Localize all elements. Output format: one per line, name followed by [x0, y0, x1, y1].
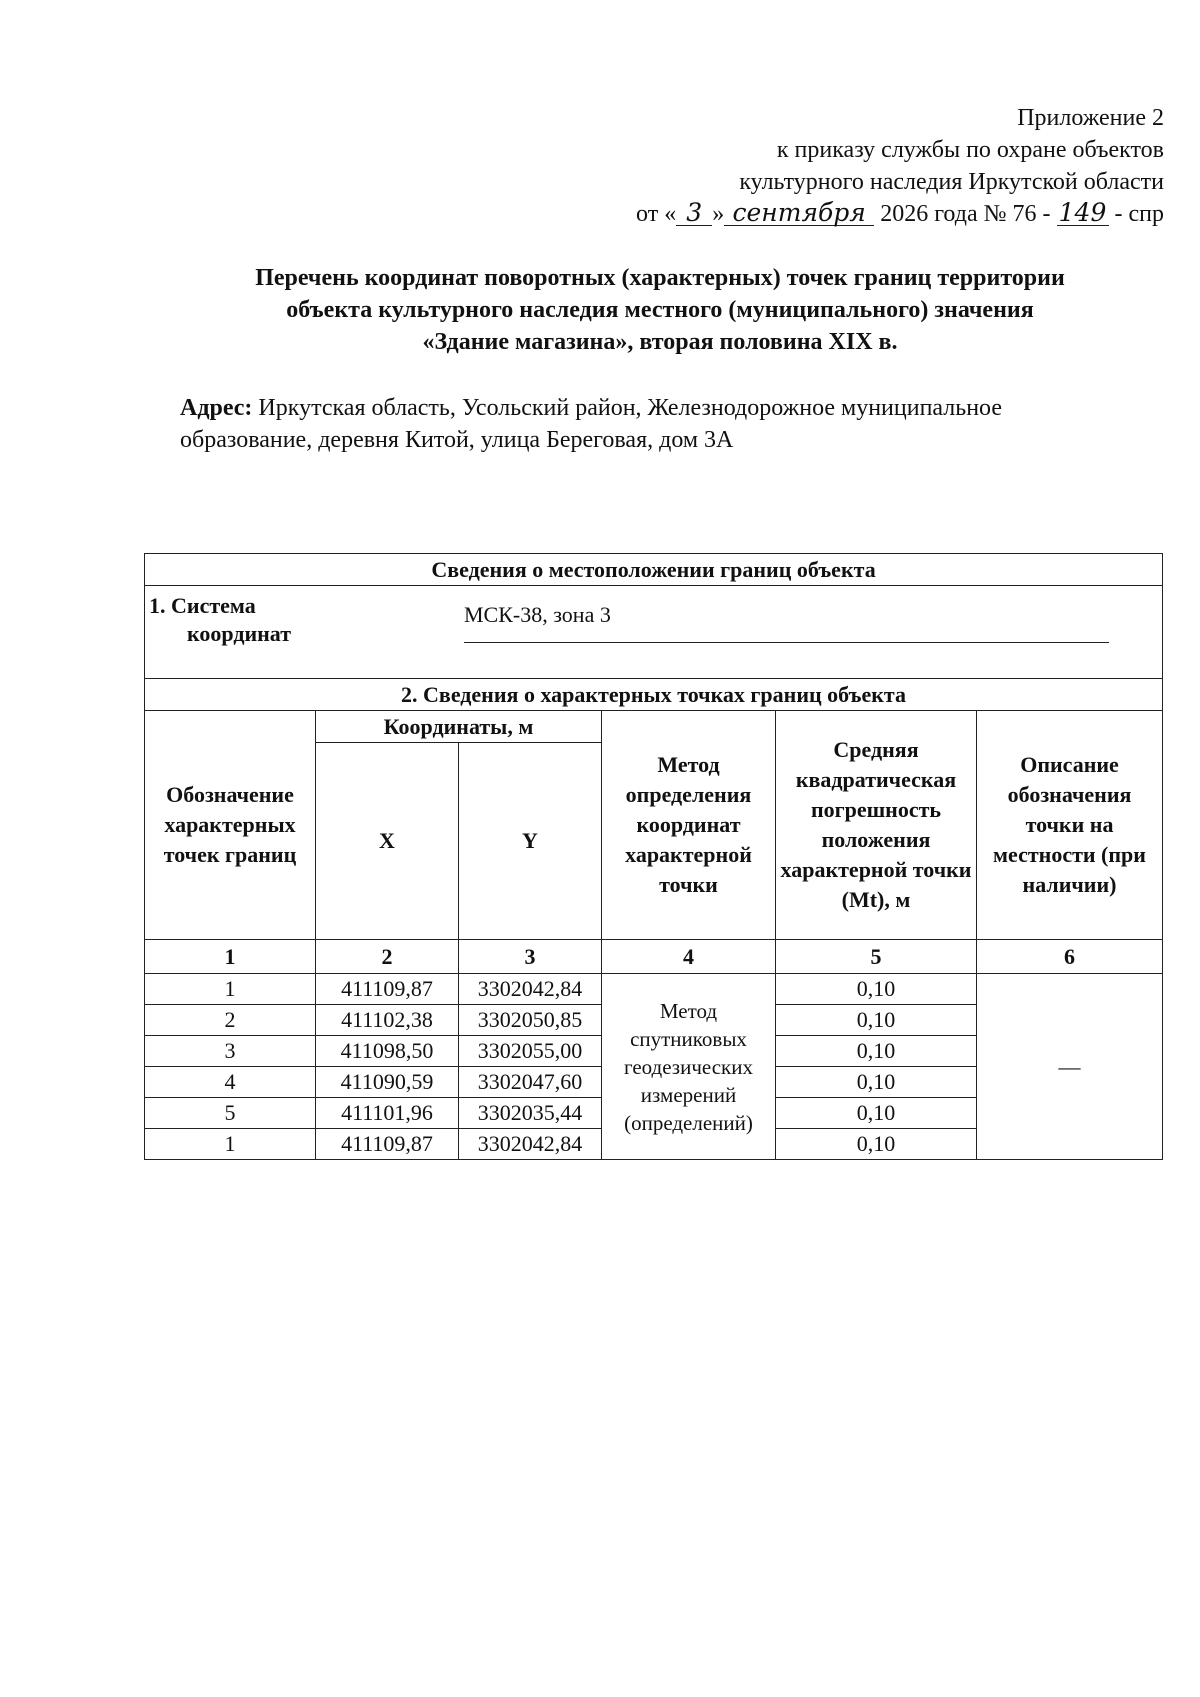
- y-cell: 3302055,00: [459, 1036, 602, 1067]
- system-label-line-2: координат: [187, 621, 292, 646]
- col-point-header: Обозначение характерных точек границ: [145, 711, 316, 940]
- column-numbers-row: [145, 940, 1163, 974]
- table-row: [145, 974, 1163, 1005]
- point-cell: 2: [145, 1005, 316, 1036]
- x-cell: 411102,38: [316, 1005, 459, 1036]
- x-cell: 411090,59: [316, 1067, 459, 1098]
- x-cell: 411109,87: [316, 974, 459, 1005]
- error-cell: 0,10: [776, 1098, 977, 1129]
- document-title: [160, 262, 1160, 358]
- method-cell: Метод спутниковых геодезических измерений (определений): [602, 974, 776, 1160]
- y-cell: 3302042,84: [459, 1129, 602, 1160]
- point-cell: 5: [145, 1098, 316, 1129]
- handwritten-order-number: 149: [1057, 201, 1109, 226]
- handwritten-month: сентября: [724, 201, 874, 226]
- coordinate-system-value: МСК-38, зона 3: [464, 602, 1109, 643]
- col-number: 6: [977, 940, 1163, 974]
- address-block: [180, 392, 1155, 456]
- title-line-3: «Здание магазина», вторая половина XIX в.: [422, 329, 898, 355]
- point-cell: 3: [145, 1036, 316, 1067]
- coordinate-system-label: [149, 592, 291, 648]
- col-number: 5: [776, 940, 977, 974]
- address-label: Адрес:: [180, 395, 253, 421]
- error-cell: 0,10: [776, 974, 977, 1005]
- quote-close: »: [712, 201, 725, 227]
- col-number: 4: [602, 940, 776, 974]
- col-description-header: Описание обозначения точки на местности (при наличии): [977, 711, 1163, 940]
- col-y-header: Y: [459, 743, 602, 940]
- col-coords-header: Координаты, м: [316, 711, 602, 743]
- col-number: 3: [459, 940, 602, 974]
- y-cell: 3302035,44: [459, 1098, 602, 1129]
- appendix-date-line: [464, 198, 1164, 230]
- description-cell: —: [977, 974, 1163, 1160]
- handwritten-day: 3: [676, 201, 712, 226]
- y-cell: 3302047,60: [459, 1067, 602, 1098]
- section-2-header: 2. Сведения о характерных точках границ объекта: [145, 679, 1163, 711]
- boundary-table: [144, 553, 1163, 1160]
- col-x-header: X: [316, 743, 459, 940]
- error-cell: 0,10: [776, 1036, 977, 1067]
- appendix-header: [464, 102, 1164, 230]
- appendix-line-1: Приложение 2: [1017, 105, 1164, 131]
- error-cell: 0,10: [776, 1129, 977, 1160]
- system-label-line-1: 1. Система: [149, 593, 256, 618]
- year-text: 2026 года № 76 -: [880, 201, 1051, 227]
- point-cell: 4: [145, 1067, 316, 1098]
- col-error-header: Средняя квадратическая погрешность положения характерной точки (Mt), м: [776, 711, 977, 940]
- x-cell: 411109,87: [316, 1129, 459, 1160]
- error-cell: 0,10: [776, 1067, 977, 1098]
- order-suffix: - спр: [1114, 201, 1164, 227]
- col-number: 2: [316, 940, 459, 974]
- appendix-line-2: к приказу службы по охране объектов: [776, 137, 1164, 163]
- y-cell: 3302050,85: [459, 1005, 602, 1036]
- col-method-header: Метод определения координат характерной точки: [602, 711, 776, 940]
- title-line-2: объекта культурного наследия местного (муниципального) значения: [286, 297, 1034, 323]
- section-1-header: Сведения о местоположении границ объекта: [145, 554, 1163, 586]
- x-cell: 411101,96: [316, 1098, 459, 1129]
- coordinate-system-cell: [145, 586, 1163, 679]
- address-line-2: образование, деревня Китой, улица Береговая, дом 3А: [180, 427, 734, 453]
- point-cell: 1: [145, 974, 316, 1005]
- col-number: 1: [145, 940, 316, 974]
- y-cell: 3302042,84: [459, 974, 602, 1005]
- x-cell: 411098,50: [316, 1036, 459, 1067]
- point-cell: 1: [145, 1129, 316, 1160]
- date-prefix: от «: [636, 201, 677, 227]
- title-line-1: Перечень координат поворотных (характерных) точек границ территории: [255, 265, 1065, 291]
- address-line-1: Иркутская область, Усольский район, Железнодорожное муниципальное: [258, 395, 1002, 421]
- error-cell: 0,10: [776, 1005, 977, 1036]
- appendix-line-3: культурного наследия Иркутской области: [739, 169, 1164, 195]
